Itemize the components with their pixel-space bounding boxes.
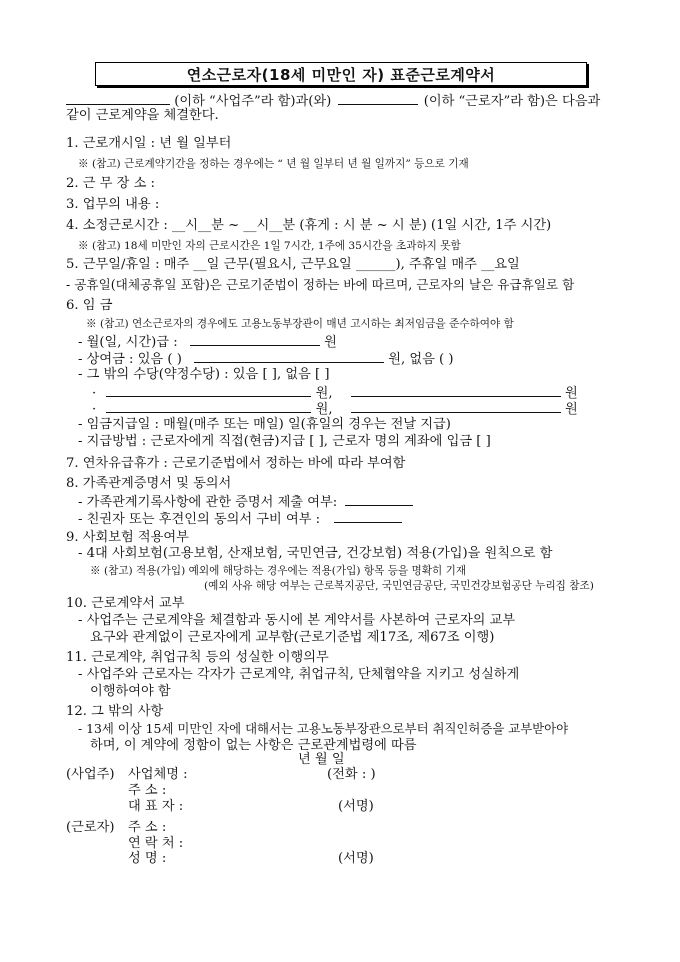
section-8-b (78, 510, 402, 528)
wage-row (78, 333, 337, 351)
bonus-row (78, 350, 454, 368)
worker-tag: (근로자) (66, 820, 115, 835)
title-box (95, 62, 587, 86)
intro-part-1: (이하 “사업주”라 함)과(와) (174, 94, 332, 109)
wage-label: - 월(일, 시간)급 : (78, 335, 178, 350)
section-8-a (78, 493, 413, 511)
employer-signature[interactable]: (서명) (338, 799, 374, 814)
consent-blank[interactable] (334, 510, 402, 523)
section-3: 3. 업무의 내용 : (66, 197, 160, 212)
allowance-unit-2: 원 (564, 386, 578, 401)
employer-name-label: 사업체명 : (128, 767, 188, 782)
intro-part-2: (이하 “근로자”라 함)은 다음과 (423, 94, 601, 109)
employer-address-label: 주 소 : (128, 783, 167, 798)
section-12-a: - 13세 이상 15세 미만인 자에 대해서는 고용노동부장관으로부터 취직인허증을 교부받아야 (78, 721, 569, 736)
payday-row: - 임금지급일 : 매월(매주 또는 매일) 일(휴일의 경우는 전날 지급) (78, 417, 451, 432)
section-9: 9. 사회보험 적용여부 (66, 530, 189, 545)
bonus-blank[interactable] (194, 350, 384, 363)
employer-phone-label: (전화 : ) (327, 767, 376, 782)
section-9-note-2: (예외 사유 해당 여부는 근로복지공단, 국민연금공단, 국민건강보험공단 누리집 참조) (204, 580, 594, 592)
section-11: 11. 근로계약, 취업규칙 등의 성실한 이행의무 (66, 650, 329, 665)
section-10: 10. 근로계약서 교부 (66, 596, 185, 611)
intro-line-2: 같이 근로계약을 체결한다. (66, 108, 219, 123)
bonus-label: - 상여금 : 있음 ( ) (78, 352, 182, 367)
section-10-b: 요구와 관계없이 근로자에게 교부함(근로기준법 제17조, 제67조 이행) (90, 630, 495, 645)
employer-rep-label: 대 표 자 : (128, 799, 184, 814)
section-9-a: - 4대 사회보험(고용보험, 산재보험, 국민연금, 건강보험) 적용(가입)을 원칙으로 함 (78, 546, 553, 561)
allowance-unit-1: 원, (315, 386, 333, 401)
section-1: 1. 근로개시일 : 년 월 일부터 (66, 136, 232, 151)
allowance-blank-3[interactable] (106, 400, 311, 413)
allowance-blank-4[interactable] (351, 400, 561, 413)
section-11-b: 이행하여야 함 (90, 684, 171, 699)
allowance-blank-1[interactable] (106, 384, 311, 397)
section-7: 7. 연차유급휴가 : 근로기준법에서 정하는 바에 따라 부여함 (66, 456, 406, 471)
worker-contact-label: 연 락 처 : (128, 836, 184, 851)
section-2: 2. 근 무 장 소 : (66, 176, 155, 191)
section-12-b: 하며, 이 계약에 정함이 없는 사항은 근로관계법령에 따름 (90, 738, 417, 753)
document-title: 연소근로자(18세 미만인 자) 표준근로계약서 (186, 65, 496, 84)
section-4-note: ※ (참고) 18세 미만인 자의 근로시간은 1일 7시간, 1주에 35시간을 초과하지 못함 (78, 240, 461, 252)
section-12: 12. 그 밖의 사항 (66, 704, 164, 719)
bullet: · (92, 402, 97, 417)
contract-date: 년 월 일 (298, 752, 345, 767)
section-5-sub: - 공휴일(대체공휴일 포함)은 근로기준법이 정하는 바에 따르며, 근로자의 날은 유급휴일로 함 (66, 277, 575, 292)
section-6: 6. 임 금 (66, 298, 113, 313)
employer-tag: (사업주) (66, 767, 115, 782)
section-8: 8. 가족관계증명서 및 동의서 (66, 476, 232, 491)
worker-name-label: 성 명 : (128, 851, 167, 866)
section-4: 4. 소정근로시간 : __시__분 ~ __시__분 (휴게 : 시 분 ~ 시 분) (1일 시간, 1주 시간) (66, 218, 552, 233)
allowance-blank-2[interactable] (351, 384, 561, 397)
worker-blank[interactable] (338, 92, 418, 105)
certificate-blank[interactable] (345, 493, 413, 506)
bonus-unit: 원, 없음 ( ) (388, 352, 454, 367)
worker-signature[interactable]: (서명) (338, 851, 374, 866)
other-allowance-line-2 (92, 400, 578, 418)
section-1-note: ※ (참고) 근로계약기간을 정하는 경우에는 “ 년 월 일부터 년 월 일까지” 등으로 기재 (78, 158, 469, 170)
section-9-note-1: ※ (참고) 적용(가입) 예외에 해당하는 경우에는 적용(가입) 항목 등을 명확히 기재 (90, 565, 467, 577)
wage-blank[interactable] (190, 333, 320, 346)
section-8-b-text: - 친권자 또는 후견인의 동의서 구비 여부 : (78, 512, 321, 527)
worker-address-label: 주 소 : (128, 820, 167, 835)
wage-unit: 원 (324, 335, 337, 350)
other-allowance-row: - 그 밖의 수당(약정수당) : 있음 [ ], 없음 [ ] (78, 367, 330, 382)
section-8-a-text: - 가족관계기록사항에 관한 증명서 제출 여부: (78, 495, 338, 510)
section-5: 5. 근무일/휴일 : 매주 __일 근무(필요시, 근무요일 ______), 주휴일 매주 __요일 (66, 257, 520, 272)
section-11-a: - 사업주와 근로자는 각자가 근로계약, 취업규칙, 단체협약을 지키고 성실하게 (78, 667, 520, 682)
allowance-unit-3: 원, (315, 402, 333, 417)
employer-blank[interactable] (66, 92, 170, 105)
section-6-note: ※ (참고) 연소근로자의 경우에도 고용노동부장관이 매년 고시하는 최저임금을 준수하여야 함 (86, 318, 514, 330)
pay-method-row: - 지급방법 : 근로자에게 직접(현금)지급 [ ], 근로자 명의 계좌에 입금 [ ] (78, 434, 491, 449)
allowance-unit-4: 원 (564, 402, 578, 417)
bullet: · (92, 386, 97, 401)
section-10-a: - 사업주는 근로계약을 체결함과 동시에 본 계약서를 사본하여 근로자의 교부 (78, 613, 516, 628)
